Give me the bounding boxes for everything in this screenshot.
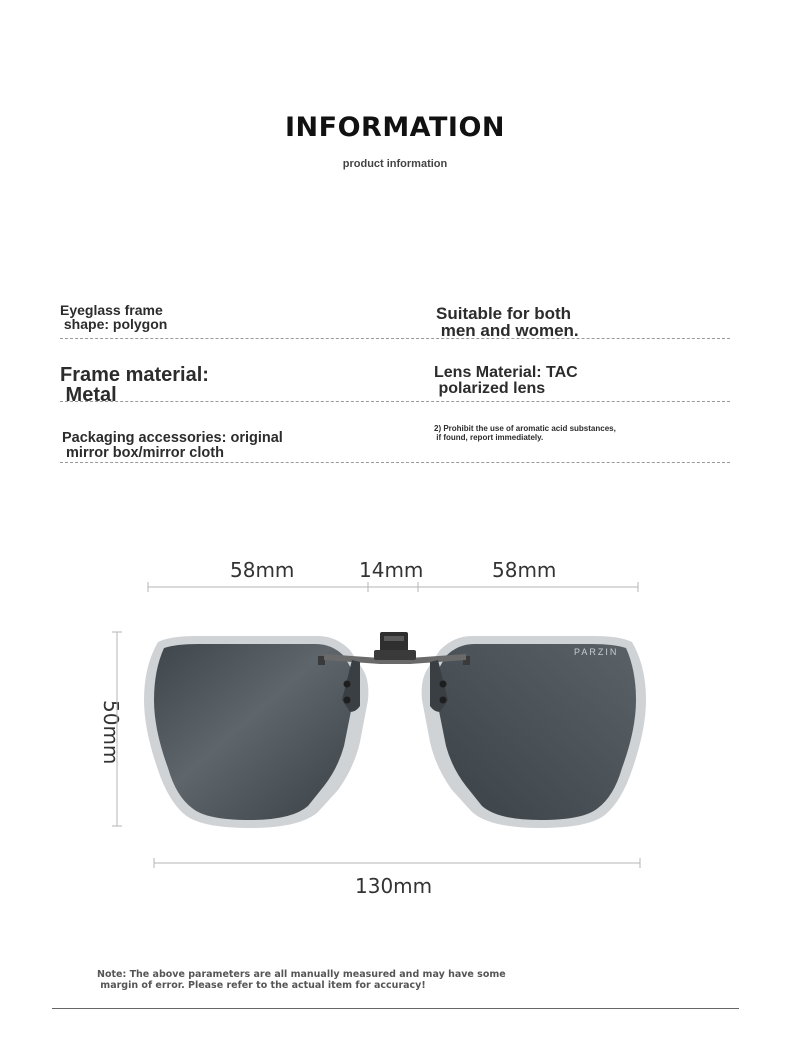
- page-title: INFORMATION: [284, 112, 505, 143]
- footer-rule: [52, 1008, 739, 1009]
- dimension-lens-width-left: 58mm: [230, 558, 295, 582]
- spec-frame-shape: Eyeglass frame shape: polygon: [60, 302, 168, 332]
- measurement-note: Note: The above parameters are all manually measured and may have some margin of error. Please refer to the actual item for accuracy!: [97, 969, 506, 991]
- dimension-lens-height: 50mm: [99, 700, 123, 765]
- spec-prohibit-note: 2) Prohibit the use of aromatic acid substances, if found, report immediately.: [434, 424, 616, 442]
- dimension-bridge-width: 14mm: [359, 558, 424, 582]
- brand-logo: PARZIN: [574, 647, 619, 657]
- dimension-total-width: 130mm: [355, 874, 433, 898]
- spec-frame-material: Frame material: Metal: [60, 364, 209, 406]
- left-lens: [144, 636, 368, 828]
- measure-line-left-lens: [148, 582, 368, 592]
- spec-suitable: Suitable for both men and women.: [436, 304, 579, 340]
- measure-line-right-lens: [418, 582, 638, 592]
- spec-packaging: Packaging accessories: original mirror box/mirror cloth: [62, 430, 283, 461]
- spec-lens-material: Lens Material: TAC polarized lens: [434, 364, 578, 397]
- page-subtitle: product information: [342, 158, 448, 170]
- right-lens: [422, 636, 646, 828]
- measure-line-height: [112, 632, 122, 826]
- measure-line-bridge: [368, 582, 418, 592]
- measure-line-total-width: [154, 858, 640, 868]
- dimension-lens-width-right: 58mm: [492, 558, 557, 582]
